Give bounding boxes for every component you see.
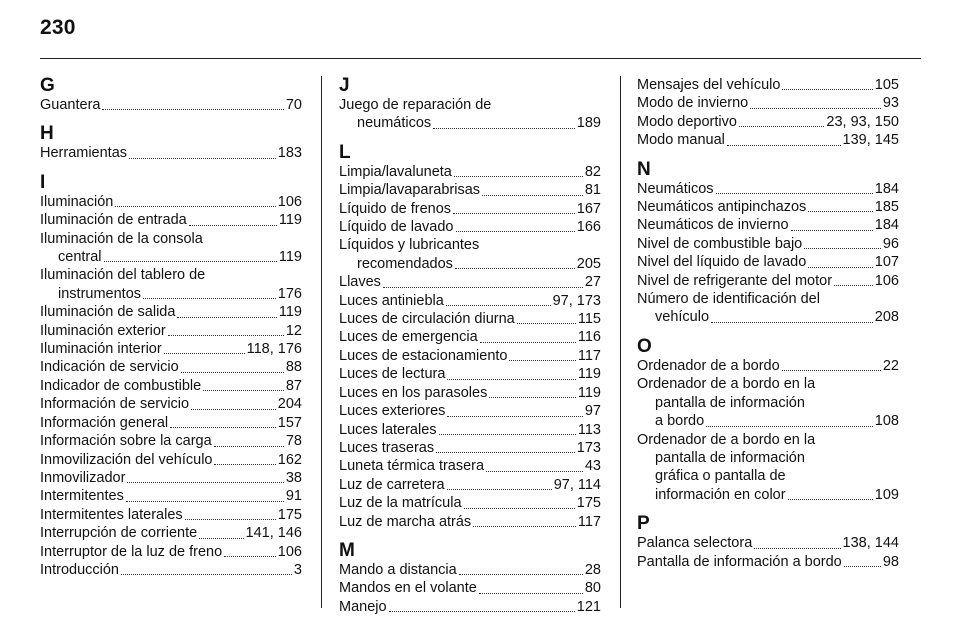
leader-dots — [517, 323, 576, 324]
index-entry — [40, 211, 302, 229]
index-entry — [339, 292, 601, 310]
entry-pages: 184 — [874, 217, 899, 234]
index-entry — [40, 487, 302, 505]
entry-pages: 88 — [285, 359, 302, 376]
leader-dots — [480, 342, 576, 343]
entry-pages: 176 — [277, 285, 302, 302]
leader-dots — [214, 464, 275, 465]
entry-term-last-line — [637, 308, 899, 326]
entry-term: Indicación de servicio — [40, 359, 179, 376]
index-entry — [637, 235, 899, 253]
leader-dots — [447, 416, 582, 417]
entry-term: Información general — [40, 414, 169, 431]
index-entry — [637, 272, 899, 290]
entry-term: Luces de circulación diurna — [339, 311, 515, 328]
entry-pages: 185 — [874, 199, 899, 216]
leader-dots — [126, 501, 284, 502]
index-entry — [40, 377, 302, 395]
entry-term: Pantalla de información a bordo — [637, 553, 842, 570]
index-section — [40, 124, 302, 162]
leader-dots — [489, 397, 576, 398]
section-letter: O — [637, 335, 652, 357]
entry-term: Luces de estacionamiento — [339, 347, 508, 364]
entry-term-line: Iluminación de la consola — [40, 230, 203, 247]
index-section — [339, 76, 601, 133]
index-entry — [339, 200, 601, 218]
index-entry — [339, 457, 601, 475]
index-entry — [339, 163, 601, 181]
entry-pages: 22 — [882, 357, 899, 374]
entry-term: instrumentos — [58, 285, 142, 302]
entry-pages: 116 — [577, 329, 601, 346]
entry-pages: 80 — [584, 580, 601, 597]
entry-term: Neumáticos — [637, 180, 714, 197]
entry-term: Inmovilización del vehículo — [40, 451, 213, 468]
entry-term: Iluminación exterior — [40, 322, 166, 339]
index-entry — [339, 494, 601, 512]
index-entry — [40, 230, 302, 267]
entry-term: Interrupción de corriente — [40, 525, 198, 542]
leader-dots — [479, 593, 583, 594]
entry-term: Luces exteriores — [339, 403, 446, 420]
entry-term: Información de servicio — [40, 396, 190, 413]
section-letter: G — [40, 75, 55, 96]
entry-term: Mandos en el volante — [339, 580, 477, 597]
entry-term-line: Iluminación del tablero de — [40, 267, 206, 284]
entry-term: Luces antiniebla — [339, 292, 444, 309]
entry-term: Interruptor de la luz de freno — [40, 543, 223, 560]
index-section — [339, 143, 601, 531]
entry-term-line: pantalla de información — [655, 394, 805, 411]
entry-term-last-line — [40, 248, 302, 266]
index-entry — [40, 266, 302, 303]
entry-term: Mensajes del vehículo — [637, 77, 781, 93]
index-entry — [637, 375, 899, 430]
index-entry — [339, 384, 601, 402]
leader-dots — [129, 158, 276, 159]
leader-dots — [459, 574, 583, 575]
entry-pages: 23, 93, 150 — [826, 113, 899, 130]
index-entry — [40, 395, 302, 413]
entry-pages: 157 — [277, 414, 302, 431]
leader-dots — [203, 390, 284, 391]
leader-dots — [383, 287, 583, 288]
index-entry — [637, 198, 899, 216]
leader-dots — [453, 213, 575, 214]
index-entry — [40, 543, 302, 561]
leader-dots — [447, 379, 575, 380]
leader-dots — [439, 434, 576, 435]
entry-term-line: gráfica o pantalla de — [655, 468, 786, 485]
entry-term: Luces traseras — [339, 439, 435, 456]
entry-term: Indicador de combustible — [40, 377, 202, 394]
entry-term: Nivel de refrigerante del motor — [637, 272, 833, 289]
header-rule — [40, 58, 921, 59]
entry-pages: 43 — [584, 458, 601, 475]
leader-dots — [782, 370, 881, 371]
index-entry — [339, 96, 601, 133]
entry-pages: 141, 146 — [245, 525, 302, 542]
leader-dots — [716, 193, 873, 194]
leader-dots — [447, 489, 552, 490]
entry-term: Nivel de combustible bajo — [637, 235, 803, 252]
entry-pages: 162 — [277, 451, 302, 468]
leader-dots — [455, 268, 575, 269]
leader-dots — [791, 230, 873, 231]
index-section — [637, 76, 899, 150]
index-entry — [339, 236, 601, 273]
entry-term: Información sobre la carga — [40, 433, 212, 450]
index-entry — [637, 94, 899, 112]
leader-dots — [185, 519, 276, 520]
entry-term: Luz de marcha atrás — [339, 513, 472, 530]
index-section — [637, 514, 899, 571]
entry-term: Modo de invierno — [637, 95, 749, 112]
entry-pages: 106 — [277, 543, 302, 560]
entry-term: Luces laterales — [339, 421, 437, 438]
index-entry — [339, 310, 601, 328]
entry-term: Líquido de lavado — [339, 219, 454, 236]
section-letter: J — [339, 75, 350, 96]
index-entry — [40, 96, 302, 114]
leader-dots — [127, 482, 283, 483]
leader-dots — [509, 360, 575, 361]
index-entry — [339, 365, 601, 383]
entry-pages: 98 — [882, 553, 899, 570]
index-entry — [339, 439, 601, 457]
index-entry — [637, 113, 899, 131]
entry-term: Herramientas — [40, 145, 128, 162]
entry-term-line: Ordenador de a bordo en la — [637, 376, 816, 393]
entry-pages: 189 — [576, 115, 601, 132]
index-section — [637, 337, 899, 504]
section-letter: P — [637, 513, 650, 535]
leader-dots — [168, 335, 284, 336]
entry-pages: 166 — [576, 219, 601, 236]
leader-dots — [464, 508, 575, 509]
column-divider-1 — [321, 76, 322, 608]
entry-pages: 105 — [874, 77, 899, 93]
entry-pages: 3 — [293, 561, 302, 578]
leader-dots — [834, 285, 873, 286]
entry-pages: 175 — [277, 506, 302, 523]
entry-term: Modo manual — [637, 132, 725, 149]
entry-pages: 208 — [874, 309, 899, 326]
leader-dots — [482, 195, 583, 196]
entry-term: Ordenador de a bordo — [637, 357, 780, 374]
index-entry — [637, 216, 899, 234]
index-entry — [339, 328, 601, 346]
leader-dots — [164, 353, 245, 354]
entry-pages: 175 — [576, 495, 601, 512]
entry-pages: 184 — [874, 180, 899, 197]
index-entry — [339, 181, 601, 199]
entry-term: Luces de lectura — [339, 366, 446, 383]
entry-pages: 109 — [874, 486, 899, 503]
entry-pages: 167 — [576, 200, 601, 217]
index-entry — [637, 431, 899, 505]
index-entry — [339, 513, 601, 531]
entry-pages: 119 — [278, 304, 302, 321]
entry-term: información en color — [655, 486, 786, 503]
entry-term: Intermitentes — [40, 488, 124, 505]
index-entry — [339, 421, 601, 439]
index-entry — [40, 506, 302, 524]
index-entry — [40, 414, 302, 432]
index-entry — [637, 534, 899, 552]
index-entry — [339, 402, 601, 420]
entry-pages: 87 — [285, 377, 302, 394]
leader-dots — [143, 298, 276, 299]
entry-term: Modo deportivo — [637, 113, 737, 130]
leader-dots — [711, 322, 873, 323]
leader-dots — [706, 426, 873, 427]
index-entry — [637, 76, 899, 94]
entry-pages: 173 — [576, 439, 601, 456]
index-section — [637, 160, 899, 327]
leader-dots — [389, 611, 575, 612]
index-entry — [40, 340, 302, 358]
entry-pages: 107 — [874, 254, 899, 271]
leader-dots — [739, 126, 824, 127]
entry-pages: 113 — [577, 421, 601, 438]
entry-pages: 119 — [278, 249, 302, 266]
entry-pages: 28 — [584, 561, 601, 578]
entry-pages: 138, 144 — [842, 535, 899, 552]
entry-term: Luz de la matrícula — [339, 495, 462, 512]
entry-term: Intermitentes laterales — [40, 506, 183, 523]
leader-dots — [808, 267, 873, 268]
leader-dots — [844, 566, 881, 567]
entry-term-last-line — [637, 412, 899, 430]
entry-pages: 106 — [874, 272, 899, 289]
entry-term: Inmovilizador — [40, 469, 126, 486]
leader-dots — [224, 556, 276, 557]
leader-dots — [808, 211, 873, 212]
entry-term: Nivel del líquido de lavado — [637, 254, 807, 271]
entry-term: Iluminación interior — [40, 341, 162, 358]
entry-pages: 139, 145 — [842, 132, 899, 149]
leader-dots — [788, 499, 873, 500]
entry-pages: 93 — [882, 95, 899, 112]
index-entry — [339, 476, 601, 494]
index-entry — [637, 180, 899, 198]
leader-dots — [473, 526, 576, 527]
entry-term: Luces de emergencia — [339, 329, 478, 346]
entry-term-line: pantalla de información — [655, 449, 805, 466]
leader-dots — [436, 452, 575, 453]
entry-term: central — [58, 249, 102, 266]
index-entry — [637, 253, 899, 271]
entry-term-last-line — [637, 486, 899, 504]
entry-term: a bordo — [655, 413, 705, 430]
entry-pages: 81 — [584, 182, 601, 199]
entry-term: Luces en los parasoles — [339, 384, 488, 401]
leader-dots — [433, 128, 575, 129]
entry-term: Palanca selectora — [637, 535, 753, 552]
column-divider-2 — [620, 76, 621, 608]
index-entry — [40, 193, 302, 211]
entry-term-line: Número de identificación del — [637, 291, 820, 308]
entry-pages: 70 — [285, 97, 302, 113]
index-column-3 — [637, 76, 899, 571]
entry-term-line: Ordenador de a bordo en la — [637, 431, 816, 448]
index-entry — [637, 553, 899, 571]
leader-dots — [454, 176, 583, 177]
entry-pages: 115 — [577, 311, 601, 328]
leader-dots — [782, 89, 872, 90]
entry-term-last-line — [339, 255, 601, 273]
entry-pages: 97, 173 — [552, 292, 601, 309]
section-letter: I — [40, 171, 46, 193]
entry-term: recomendados — [357, 255, 453, 272]
index-column-1 — [40, 76, 302, 579]
entry-pages: 78 — [285, 433, 302, 450]
entry-term: Mando a distancia — [339, 561, 457, 578]
index-entry — [40, 303, 302, 321]
entry-term: Limpia/lavaluneta — [339, 163, 452, 180]
leader-dots — [486, 471, 583, 472]
index-section — [40, 173, 302, 580]
entry-pages: 106 — [277, 193, 302, 210]
leader-dots — [115, 206, 275, 207]
entry-pages: 119 — [577, 384, 601, 401]
index-entry — [40, 358, 302, 376]
index-column-2 — [339, 76, 601, 616]
entry-pages: 12 — [285, 322, 302, 339]
leader-dots — [181, 372, 284, 373]
index-entry — [40, 451, 302, 469]
index-entry — [637, 290, 899, 327]
entry-term: Iluminación de salida — [40, 304, 176, 321]
entry-pages: 117 — [577, 347, 601, 364]
leader-dots — [102, 109, 283, 110]
entry-pages: 119 — [278, 212, 302, 229]
entry-term: Luz de carretera — [339, 476, 445, 493]
entry-pages: 204 — [277, 396, 302, 413]
leader-dots — [754, 548, 840, 549]
index-entry — [339, 579, 601, 597]
entry-pages: 97, 114 — [553, 476, 601, 493]
index-entry — [40, 144, 302, 162]
entry-term: Limpia/lavaparabrisas — [339, 182, 481, 199]
leader-dots — [170, 427, 276, 428]
leader-dots — [199, 538, 243, 539]
index-entry — [40, 561, 302, 579]
leader-dots — [750, 108, 881, 109]
index-entry — [339, 561, 601, 579]
page-number: 230 — [40, 16, 76, 39]
entry-term: Iluminación de entrada — [40, 212, 187, 229]
entry-term: Luneta térmica trasera — [339, 458, 485, 475]
entry-term-last-line — [40, 285, 302, 303]
entry-term: Manejo — [339, 598, 387, 615]
entry-term: Iluminación — [40, 193, 114, 210]
index-entry — [40, 432, 302, 450]
section-letter: N — [637, 158, 651, 180]
entry-term: Neumáticos antipinchazos — [637, 199, 807, 216]
entry-term: Líquido de frenos — [339, 200, 452, 217]
entry-pages: 121 — [576, 598, 601, 615]
entry-term: vehículo — [655, 309, 710, 326]
entry-term-line: Juego de reparación de — [339, 97, 492, 113]
section-letter: M — [339, 539, 355, 561]
entry-pages: 38 — [285, 469, 302, 486]
entry-pages: 97 — [584, 403, 601, 420]
leader-dots — [189, 225, 277, 226]
entry-term: Neumáticos de invierno — [637, 217, 789, 234]
index-entry — [637, 131, 899, 149]
leader-dots — [446, 305, 551, 306]
index-entry — [40, 524, 302, 542]
leader-dots — [104, 261, 277, 262]
entry-pages: 96 — [882, 235, 899, 252]
entry-pages: 27 — [584, 274, 601, 291]
leader-dots — [727, 145, 841, 146]
leader-dots — [191, 409, 276, 410]
entry-pages: 82 — [584, 163, 601, 180]
index-entry — [637, 357, 899, 375]
index-entry — [40, 469, 302, 487]
entry-term: neumáticos — [357, 115, 432, 132]
index-entry — [339, 347, 601, 365]
index-entry — [339, 598, 601, 616]
entry-pages: 183 — [277, 145, 302, 162]
entry-pages: 91 — [285, 488, 302, 505]
entry-term: Guantera — [40, 97, 101, 113]
entry-term-line: Líquidos y lubricantes — [339, 237, 480, 254]
entry-pages: 119 — [577, 366, 601, 383]
leader-dots — [177, 317, 276, 318]
leader-dots — [804, 248, 881, 249]
section-letter: H — [40, 123, 54, 145]
index-entry — [40, 322, 302, 340]
index-entry — [339, 273, 601, 291]
entry-term: Introducción — [40, 561, 119, 578]
leader-dots — [456, 231, 575, 232]
index-section — [339, 541, 601, 616]
index-entry — [339, 218, 601, 236]
entry-pages: 118, 176 — [246, 341, 302, 358]
leader-dots — [214, 446, 284, 447]
entry-pages: 117 — [577, 513, 601, 530]
leader-dots — [121, 574, 292, 575]
entry-pages: 108 — [874, 413, 899, 430]
section-letter: L — [339, 141, 351, 163]
entry-pages: 205 — [576, 255, 601, 272]
index-section — [40, 76, 302, 114]
entry-term: Llaves — [339, 274, 381, 291]
entry-term-last-line — [339, 114, 601, 132]
